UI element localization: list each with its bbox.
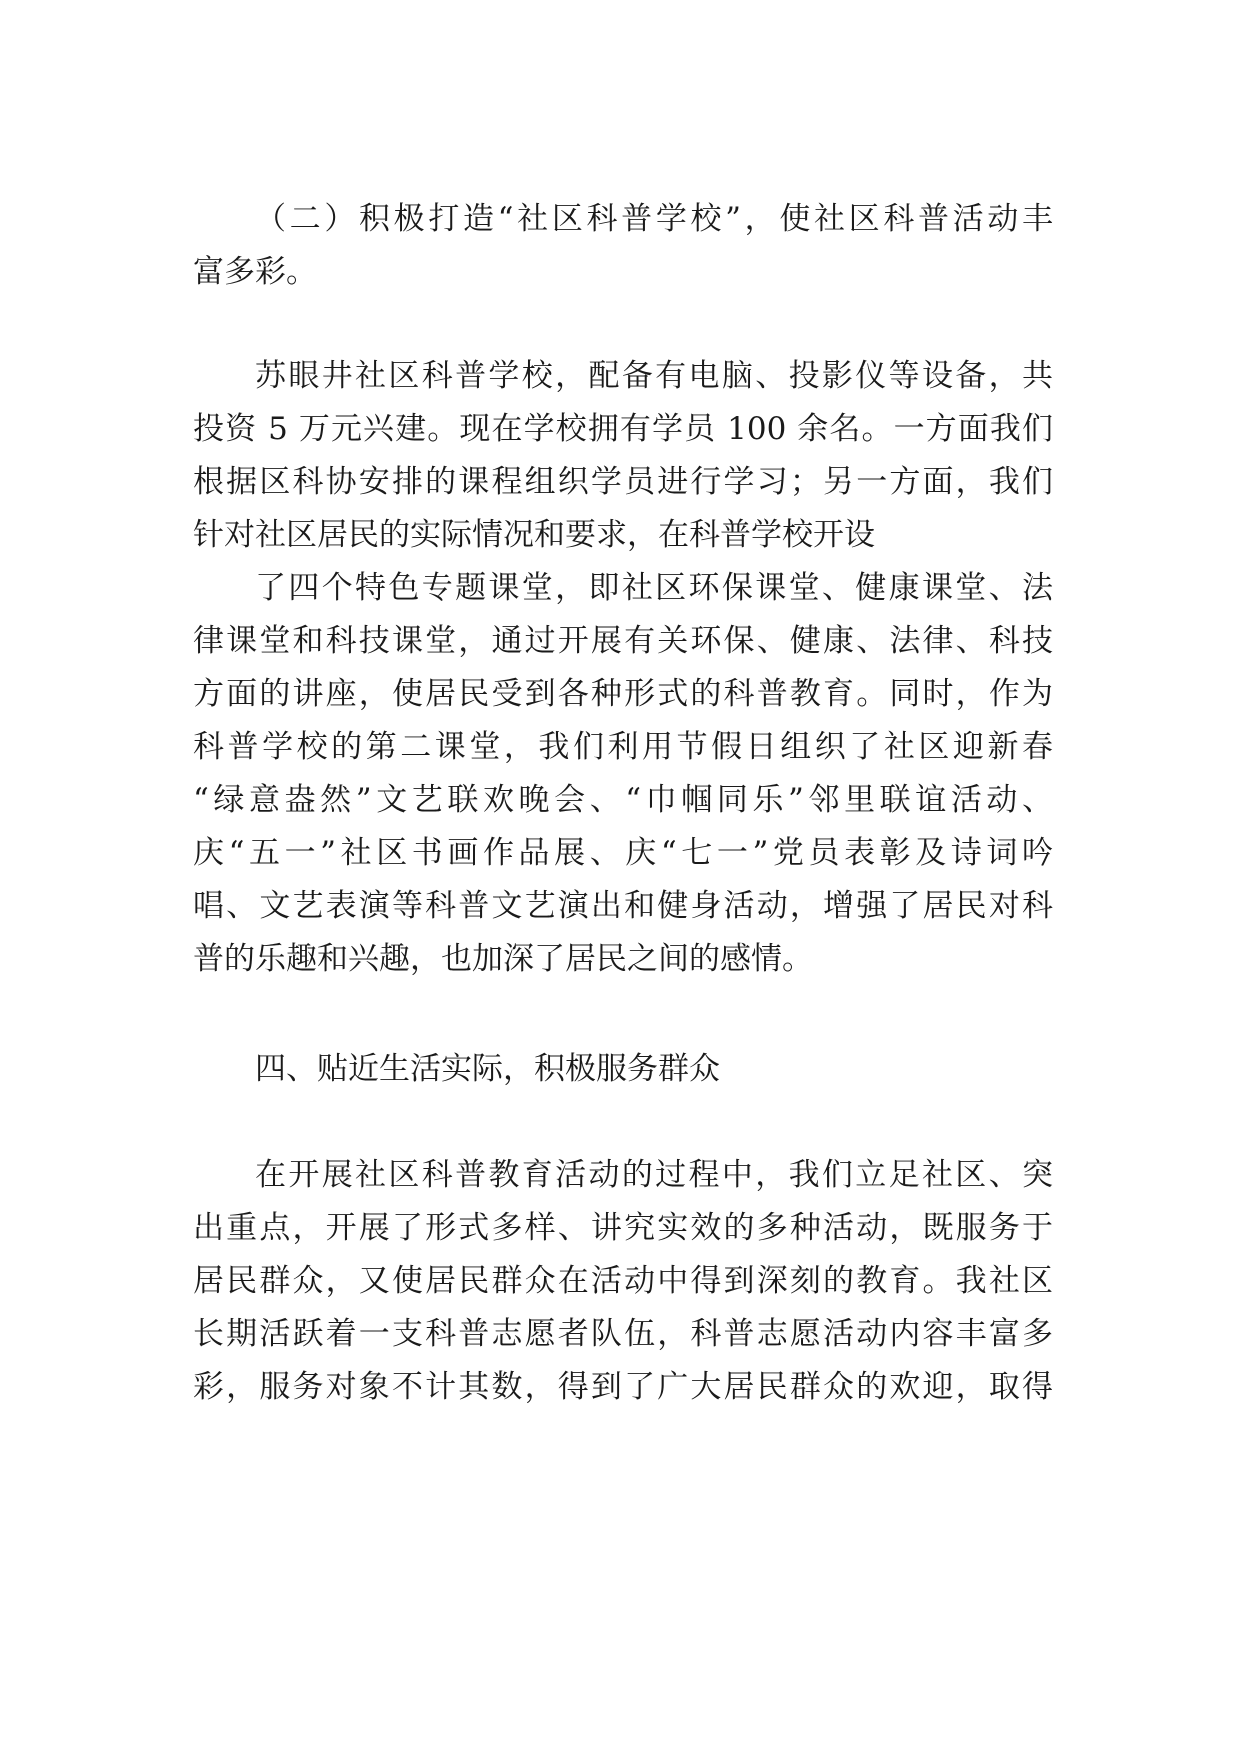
paragraph-classrooms-line-6: 庆“五一”社区书画作品展、庆“七一”党员表彰及诗词吟 [193,835,1053,871]
paragraph-classrooms-line-7: 唱、文艺表演等科普文艺演出和健身活动，增强了居民对科 [193,888,1053,924]
paragraph-service-line-5: 彩，服务对象不计其数，得到了广大居民群众的欢迎，取得 [193,1369,1053,1405]
paragraph-school-line-1: 苏眼井社区科普学校，配备有电脑、投影仪等设备，共 [255,358,1053,394]
paragraph-classrooms-line-4: 科普学校的第二课堂，我们利用节假日组织了社区迎新春 [193,729,1053,765]
paragraph-classrooms-line-2: 律课堂和科技课堂，通过开展有关环保、健康、法律、科技 [193,623,1053,659]
paragraph-school-line-2: 投资 5 万元兴建。现在学校拥有学员 100 余名。一方面我们 [193,411,1053,447]
paragraph-school-line-4: 针对社区居民的实际情况和要求，在科普学校开设 [193,517,875,553]
paragraph-classrooms-line-5: “绿意盎然”文艺联欢晚会、“巾帼同乐”邻里联谊活动、 [193,782,1053,818]
paragraph-classrooms-line-3: 方面的讲座，使居民受到各种形式的科普教育。同时，作为 [193,676,1053,712]
section-two-heading-line-2: 富多彩。 [193,254,317,290]
paragraph-classrooms-line-8: 普的乐趣和兴趣，也加深了居民之间的感情。 [193,941,813,977]
paragraph-service-line-2: 出重点，开展了形式多样、讲究实效的多种活动，既服务于 [193,1210,1053,1246]
paragraph-service-line-4: 长期活跃着一支科普志愿者队伍，科普志愿活动内容丰富多 [193,1316,1053,1352]
section-four-heading: 四、贴近生活实际，积极服务群众 [255,1051,720,1087]
paragraph-school-line-3: 根据区科协安排的课程组织学员进行学习；另一方面，我们 [193,464,1053,500]
paragraph-service-line-3: 居民群众，又使居民群众在活动中得到深刻的教育。我社区 [193,1263,1053,1299]
paragraph-classrooms-line-1: 了四个特色专题课堂，即社区环保课堂、健康课堂、法 [255,570,1053,606]
section-two-heading-line-1: （二）积极打造“社区科普学校”，使社区科普活动丰 [255,201,1053,237]
paragraph-service-line-1: 在开展社区科普教育活动的过程中，我们立足社区、突 [255,1157,1053,1193]
